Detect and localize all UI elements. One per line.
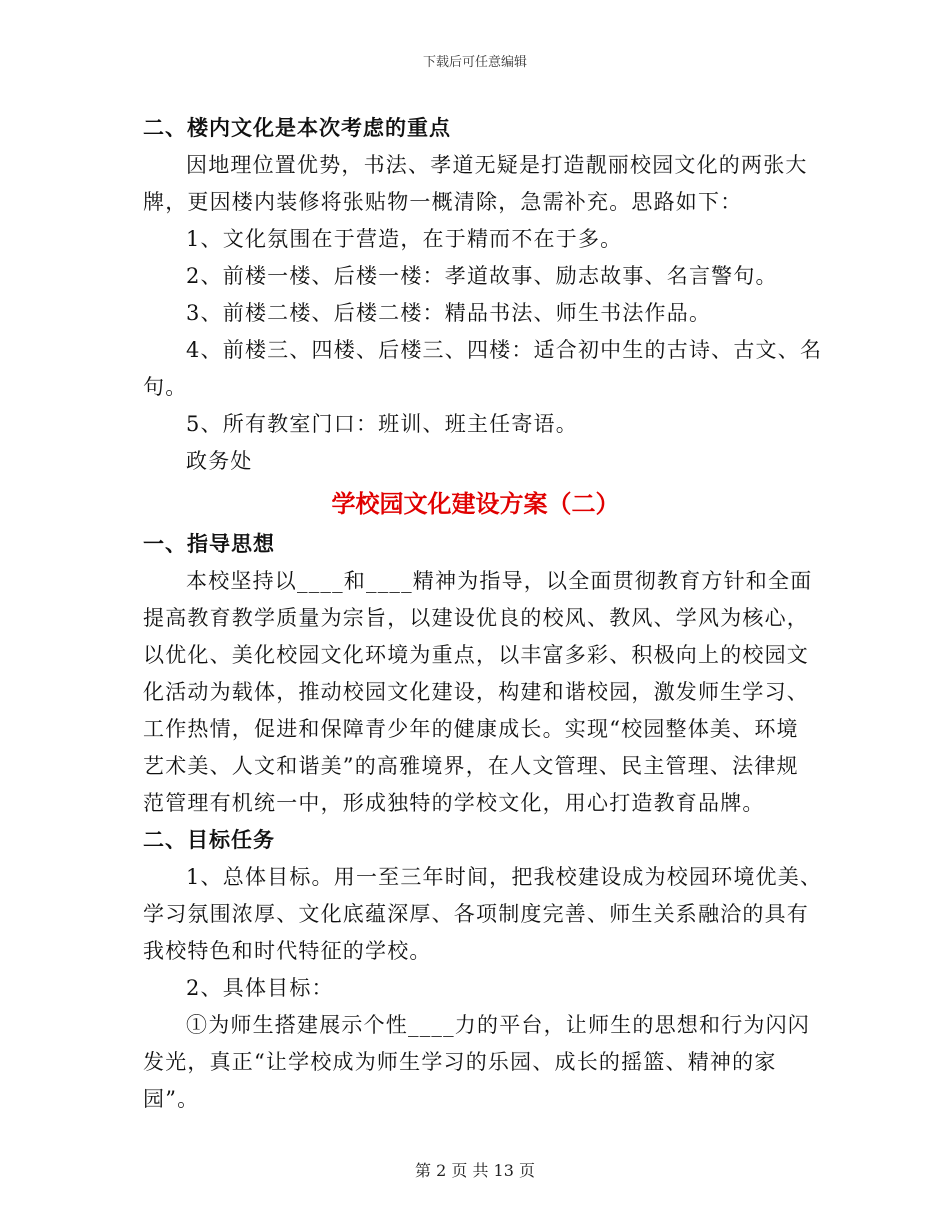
section-title: 学校园文化建设方案（二） <box>331 490 620 518</box>
paragraph-line: 5、所有教室门口：班训、班主任寄语。 <box>186 412 578 436</box>
page-header: 下载后可任意编辑 <box>422 55 527 70</box>
paragraph-line: 我校特色和时代特征的学校。 <box>143 939 432 963</box>
paragraph-line: 4、前楼三、四楼、后楼三、四楼：适合初中生的古诗、古文、名 <box>186 338 823 362</box>
paragraph-line: 园”。 <box>143 1087 200 1111</box>
paragraph-line: 学习氛围浓厚、文化底蕴深厚、各项制度完善、师生关系融洽的具有 <box>143 902 809 926</box>
paragraph-line: 本校坚持以____和____精神为指导，以全面贯彻教育方针和全面 <box>186 569 813 593</box>
paragraph-line: 句。 <box>143 375 188 399</box>
paragraph-line: 发光，真正“让学校成为师生学习的乐园、成长的摇篮、精神的家 <box>143 1050 777 1074</box>
paragraph-line: 因地理位置优势，书法、孝道无疑是打造靓丽校园文化的两张大 <box>186 153 808 177</box>
section-heading: 二、目标任务 <box>143 828 275 852</box>
paragraph-line: 艺术美、人文和谐美”的高雅境界，在人文管理、民主管理、法律规 <box>143 754 799 778</box>
paragraph-line: 化活动为载体，推动校园文化建设，构建和谐校园，激发师生学习、 <box>143 680 809 704</box>
paragraph-line: 以优化、美化校园文化环境为重点，以丰富多彩、积极向上的校园文 <box>143 643 809 667</box>
paragraph-line: 3、前楼二楼、后楼二楼：精品书法、师生书法作品。 <box>186 301 712 325</box>
document-body <box>143 110 823 1118</box>
paragraph-line: 2、前楼一楼、后楼一楼：孝道故事、励志故事、名言警句。 <box>186 264 778 288</box>
paragraph-line: 工作热情，促进和保障青少年的健康成长。实现“校园整体美、环境 <box>143 717 799 741</box>
paragraph-line: 1、总体目标。用一至三年时间，把我校建设成为校园环境优美、 <box>186 865 823 889</box>
paragraph-line: 提高教育教学质量为宗旨，以建设优良的校风、教风、学风为核心， <box>143 606 809 630</box>
paragraph-line: 1、文化氛围在于营造，在于精而不在于多。 <box>186 227 623 251</box>
paragraph-line: 2、具体目标： <box>186 976 334 1000</box>
paragraph-line: 范管理有机统一中，形成独特的学校文化，用心打造教育品牌。 <box>143 791 765 815</box>
page-footer: 第 2 页 共 13 页 <box>415 1161 535 1180</box>
section-heading: 二、楼内文化是本次考虑的重点 <box>143 116 451 140</box>
paragraph-line: 政务处 <box>186 449 253 473</box>
section-heading: 一、指导思想 <box>143 532 275 556</box>
paragraph-line: 牌，更因楼内装修将张贴物一概清除，急需补充。思路如下： <box>143 190 743 214</box>
paragraph-line: ①为师生搭建展示个性____力的平台，让师生的思想和行为闪闪 <box>186 1013 810 1037</box>
